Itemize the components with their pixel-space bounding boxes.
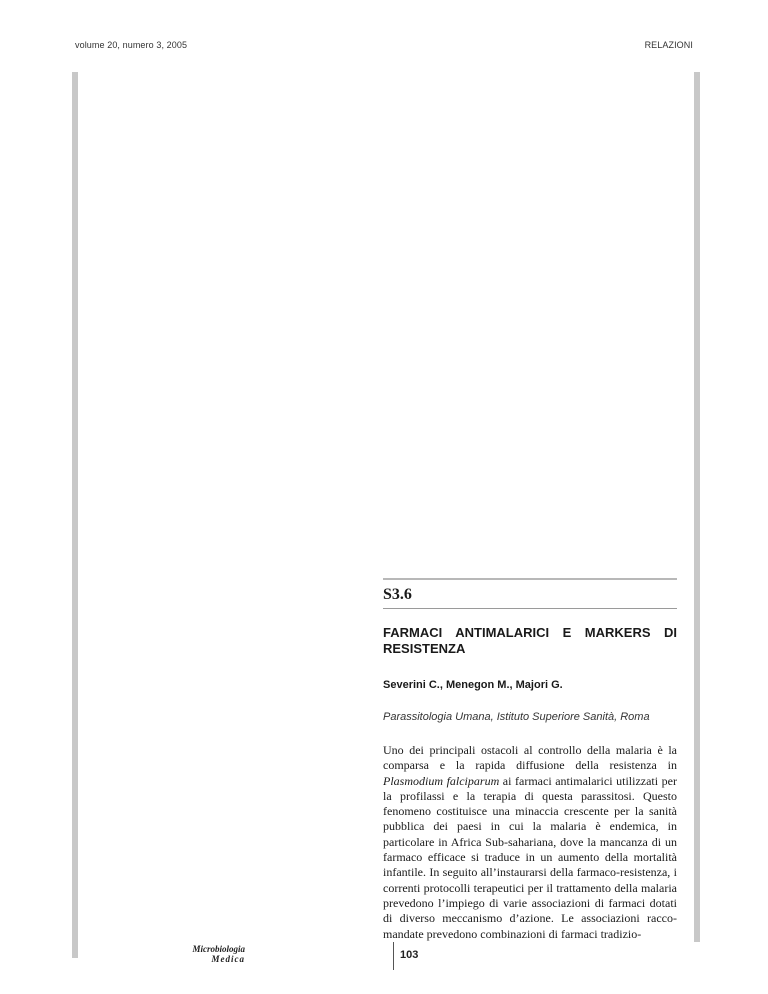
- article-authors: Severini C., Menegon M., Majori G.: [383, 679, 563, 691]
- abstract-text-start: Uno dei principali ostacoli al controllo della malaria è la comparsa e la rapida diffusione della resistenza in: [383, 743, 677, 773]
- footer-divider: [393, 942, 394, 970]
- left-margin-bar: [72, 72, 78, 958]
- section-bottom-rule: [383, 608, 677, 609]
- section-top-rule: [383, 578, 677, 580]
- journal-logo-line1: Microbiologia: [192, 944, 245, 954]
- article-affiliation: Parassitologia Umana, Istituto Superiore Sanità, Roma: [383, 711, 650, 723]
- journal-logo: [170, 944, 245, 964]
- journal-logo-line2: Medica: [211, 954, 245, 964]
- abstract-text-rest: ai farmaci antimalarici utilizzati per la profilassi e la terapia di questa parassitosi. Questo fenomeno costituisce una minaccia crescente per la sanità pubblica dei paesi in cui la malaria è endemica, in particolare in Africa Sub-sahariana, dove la mancanza di un farmaco efficace si traduce in un aumento della mortalità infantile. In seguito all’instaurarsi della farmaco-resistenza, i correnti protocolli terapeutici per il trattamento della malaria prevedono l’impiego di varie associazioni di farmaci dotati di diverso meccanismo d’azione. Le associazioni raccomandate prevedono combinazioni di farmaci tradizio-: [383, 773, 677, 941]
- article-abstract: [383, 743, 677, 942]
- right-margin-bar: [694, 72, 700, 942]
- article-column: [383, 578, 677, 942]
- abstract-species-name: Plasmodium falciparum: [383, 773, 500, 788]
- section-code: S3.6: [383, 586, 412, 603]
- page-number: 103: [400, 949, 419, 961]
- running-head-volume: volume 20, numero 3, 2005: [75, 40, 188, 50]
- article-title: FARMACI ANTIMALARICI E MARKERS DI RESISTENZA: [383, 625, 677, 656]
- running-head-section: RELAZIONI: [644, 40, 693, 50]
